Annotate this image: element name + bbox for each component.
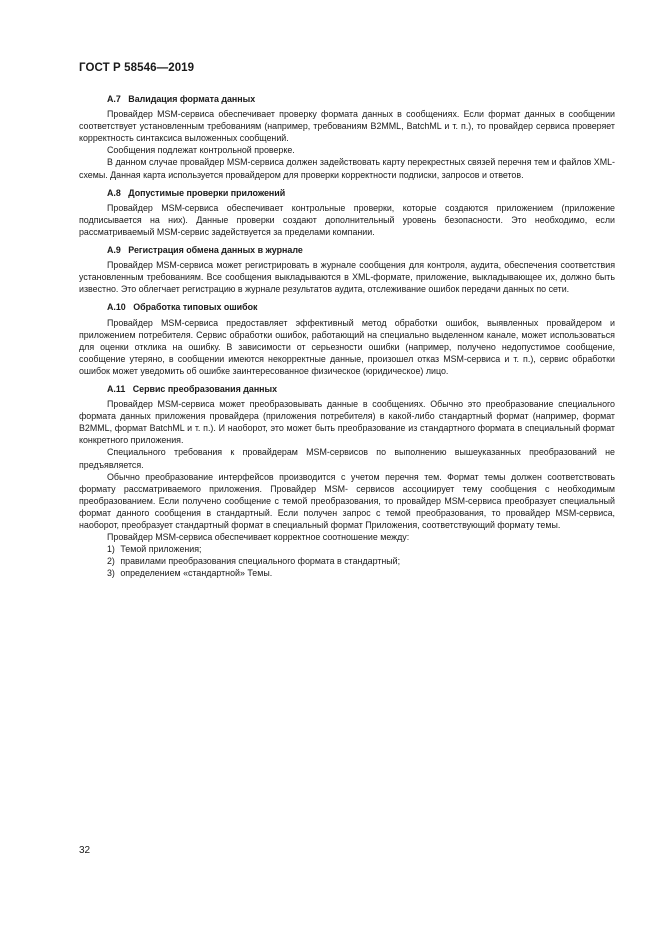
- section-title: [107, 187, 615, 199]
- paragraph: Сообщения подлежат контрольной проверке.: [107, 145, 295, 156]
- paragraph: Провайдер MSM-сервиса обеспечивает проверку формата данных в сообщениях. Если формат данных в сообщении соответствует установленным требованиям (например, требованиям B2MML, BatchML и т. п.), то провайдер сервиса проверяет корректность синтаксиса выложенных сообщений.: [79, 109, 615, 144]
- paragraph: Провайдер MSM-сервиса предоставляет эффективный метод обработки ошибок, выявленных провайдером и приложением потребителя. Сервис обработки ошибок, работающий на специально выделенном канале, может использоваться для оценки отклика на ошибку. В зависимости от серьезности ошибки (например, получено недопустимое сообщение, сообщение утеряно, в сообщении имеются некорректные данные, произошел отказ MSM-сервиса и т. п.), сервис обработки ошибок может уведомить об ошибке заинтересованное физическое (юридическое) лицо.: [79, 317, 615, 376]
- section-number: А.7: [107, 94, 121, 104]
- section-a7: [79, 93, 615, 181]
- section-a10: [79, 301, 615, 377]
- list-item: [79, 543, 615, 555]
- section-heading: Сервис преобразования данных: [132, 383, 278, 394]
- paragraph: Специального требования к провайдерам MSM-сервисов по выполнению вышеуказанных преобразований не предъявляется.: [79, 447, 615, 470]
- list-item-text: определением «стандартной» Темы.: [120, 568, 273, 579]
- paragraph: В данном случае провайдер MSM-сервиса должен задействовать карту перекрестных связей перечня тем и файлов XML-схемы. Данная карта используется провайдером для проверки корректности подписки, запросов и ответов.: [79, 157, 615, 180]
- section-heading: Валидация формата данных: [128, 94, 256, 104]
- section-heading: Допустимые проверки приложений: [128, 187, 286, 198]
- section-title: [107, 244, 615, 256]
- section-title: [107, 93, 615, 105]
- paragraph: Обычно преобразование интерфейсов производится с учетом перечня тем. Формат темы должен соответствовать формату рассматриваемого приложения. Провайдер MSM- сервисов ассоциирует тему сообщения с необходимым преобразованием. Если получено сообщение с темой преобразования, то провайдер MSM-сервиса преобразует специальный формат данного сообщения в стандартный. Если получен запрос с темой преобразования, то провайдер MSM-сервиса, наоборот, преобразует стандартный формат в специальный формат Приложения, соответствующий формату темы.: [79, 471, 615, 530]
- list-marker: 1): [107, 544, 115, 555]
- document-body: [79, 91, 615, 579]
- section-heading: Обработка типовых ошибок: [133, 302, 258, 313]
- paragraph: Провайдер MSM-сервиса может регистрировать в журнале сообщения для контроля, аудита, обеспечения соответствия установленным требованиям. Все сообщения выкладываются в XML-формате, приложение, выкладывающее их, должно быть известно. Это облегчает регистрацию в журнале результатов аудита, отслеживание ошибок передачи данных по сети.: [79, 260, 615, 295]
- section-a11: [79, 383, 615, 580]
- page-number: 32: [79, 845, 91, 856]
- section-a9: [79, 244, 615, 295]
- section-title: [107, 383, 615, 395]
- list-item: [79, 567, 615, 579]
- section-number: А.11: [107, 383, 126, 394]
- section-number: А.10: [107, 302, 126, 313]
- list-marker: 2): [107, 556, 115, 567]
- list-marker: 3): [107, 568, 115, 579]
- paragraph: Провайдер MSM-сервиса может преобразовывать данные в сообщениях. Обычно это преобразование специального формата данных приложения провайдера (приложения потребителя) в какой-либо стандартный формат (например, формат B2MML, формат BatchML и т. п.). И наоборот, это может быть преобразование из стандартного формата в специальный формат конкретного приложения.: [79, 399, 615, 446]
- paragraph: Провайдер MSM-сервиса обеспечивает контрольные проверки, которые создаются приложением (приложение подписывается на них). Данные проверки создают дополнительный уровень безопасности. Это необходимо, если рассматриваемый MSM-сервис задействуется за пределами компании.: [79, 202, 615, 237]
- list-item: [79, 555, 615, 567]
- section-a8: [79, 187, 615, 238]
- correspondence-list: [79, 543, 615, 579]
- section-number: А.8: [107, 187, 121, 198]
- document-header: ГОСТ Р 58546—2019: [79, 62, 195, 74]
- section-heading: Регистрация обмена данных в журнале: [128, 245, 303, 256]
- paragraph: Провайдер MSM-сервиса обеспечивает корректное соотношение между:: [107, 532, 410, 543]
- list-item-text: правилами преобразования специального формата в стандартный;: [120, 556, 401, 567]
- list-item-text: Темой приложения;: [120, 544, 202, 555]
- section-title: [107, 301, 615, 313]
- section-number: А.9: [107, 245, 121, 256]
